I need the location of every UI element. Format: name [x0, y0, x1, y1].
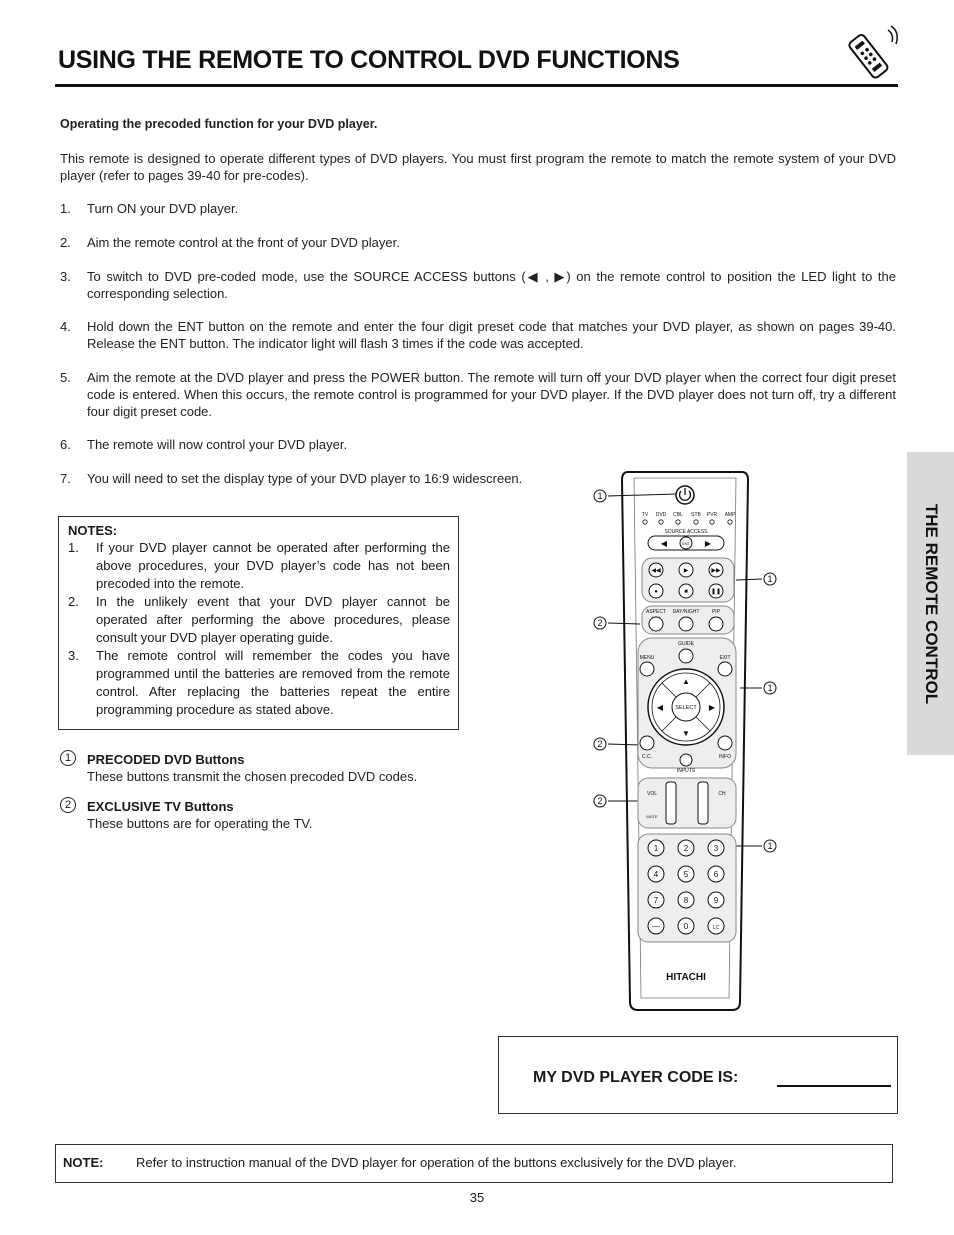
note-item — [68, 593, 450, 647]
dvd-code-box — [498, 1036, 898, 1114]
step-number: 4. — [60, 319, 71, 334]
source-label: AMP — [724, 512, 736, 518]
note-text: If your DVD player cannot be operated after performing the above procedures, your DVD player’s code has not been precoded into the remote. — [96, 540, 450, 591]
side-tab-label: THE REMOTE CONTROL — [921, 503, 941, 704]
step-item — [60, 234, 896, 251]
callout-label: 1 — [767, 574, 773, 584]
page-number: 35 — [469, 1190, 485, 1205]
digit-label: — — [652, 922, 660, 931]
svg-text:▼: ▼ — [682, 729, 690, 738]
info-label: INFO — [719, 754, 731, 760]
footer-note-box — [55, 1144, 893, 1183]
note-item — [68, 539, 450, 593]
footer-note-label: NOTE: — [63, 1155, 104, 1170]
vol-label: VOL — [646, 791, 658, 797]
svg-text:▲: ▲ — [682, 677, 690, 686]
legend-text: These buttons transmit the chosen precoded DVD codes. — [87, 769, 418, 784]
cc-label: C.C. — [642, 754, 652, 760]
legend-text: These buttons are for operating the TV. — [87, 816, 313, 831]
svg-text:▶: ▶ — [708, 703, 716, 712]
callout-label: 2 — [597, 739, 603, 749]
legend-marker: 1 — [60, 750, 76, 766]
source-label: CBL — [673, 512, 683, 518]
digit-label: 9 — [713, 896, 719, 905]
step-text: To switch to DVD pre-coded mode, use the SOURCE ACCESS buttons (◀ , ▶) on the remote control to position the LED light to the corresponding selection. — [87, 269, 896, 301]
svg-text:◀: ◀ — [656, 703, 664, 712]
intro-paragraph: This remote is designed to operate different types of DVD players. You must first program the remote to match the remote system of your DVD player (refer to pages 39-40 for pre-codes). — [60, 151, 896, 183]
svg-text:▶▶: ▶▶ — [711, 568, 721, 574]
mute-label: MUTE — [646, 814, 658, 819]
source-access-label: SOURCE ACCESS — [664, 529, 708, 535]
step-number: 1. — [60, 201, 71, 216]
select-label: SELECT — [675, 705, 697, 711]
callout-label: 1 — [767, 683, 773, 693]
svg-text:▶: ▶ — [704, 539, 712, 548]
digit-label: 7 — [653, 896, 659, 905]
inputs-label: INPUTS — [676, 768, 696, 774]
svg-text:❚❚: ❚❚ — [710, 589, 722, 595]
note-number: 1. — [68, 540, 79, 555]
side-tab — [907, 452, 954, 755]
digit-label: LC — [712, 925, 720, 931]
svg-text:◀◀: ◀◀ — [651, 568, 661, 574]
step-text: Hold down the ENT button on the remote and enter the four digit preset code that matches your DVD player, as shown on pages 39-40. Release the ENT button. The indicator light will flash 3 times if the code was accepted. — [87, 319, 896, 351]
step-item — [60, 268, 896, 302]
legend-marker: 2 — [60, 797, 76, 813]
step-text: Aim the remote at the DVD player and press the POWER button. The remote will turn off your DVD player when the correct four digit preset code is entered. When this occurs, the remote control is programmed for your DVD player. If the DVD player does not turn off, try a different four digit preset code. — [87, 370, 896, 419]
note-item — [68, 647, 450, 719]
menu-label: MENU — [639, 655, 655, 661]
step-item — [60, 436, 896, 453]
step-item — [60, 318, 896, 352]
daynight-label: DAY/NIGHT — [672, 609, 700, 615]
digit-label: 0 — [683, 922, 689, 931]
step-text: The remote will now control your DVD player. — [87, 437, 348, 452]
legend-heading: EXCLUSIVE TV Buttons — [87, 799, 234, 814]
step-number: 3. — [60, 269, 71, 284]
aspect-label: ASPECT — [645, 609, 667, 615]
intro-heading: Operating the precoded function for your DVD player. — [60, 117, 378, 131]
remote-illustration — [590, 470, 780, 1020]
ch-label: CH — [718, 791, 726, 797]
callout-label: 1 — [597, 491, 603, 501]
header-rule — [55, 84, 898, 87]
note-text: The remote control will remember the codes you have programmed until the batteries are removed from the remote control. After replacing the batteries repeat the entire programming procedure as stated above. — [96, 648, 450, 717]
page-title: USING THE REMOTE TO CONTROL DVD FUNCTIONS — [58, 46, 680, 74]
digit-label: 8 — [683, 896, 689, 905]
step-text: Aim the remote control at the front of your DVD player. — [87, 235, 400, 250]
step-number: 7. — [60, 471, 71, 486]
step-item — [60, 470, 580, 487]
notes-title: NOTES: — [68, 523, 118, 538]
source-label: PVR — [706, 512, 718, 518]
digit-label: 6 — [713, 870, 719, 879]
source-label: STB — [691, 512, 701, 518]
source-label: DVD — [655, 512, 667, 518]
callout-label: 2 — [597, 618, 603, 628]
callout-label: 2 — [597, 796, 603, 806]
svg-text:■: ■ — [684, 589, 688, 595]
remote-icon — [846, 24, 902, 87]
step-number: 6. — [60, 437, 71, 452]
callout-label: 1 — [767, 841, 773, 851]
dvd-code-label: MY DVD PLAYER CODE IS: — [533, 1069, 739, 1086]
digit-label: 5 — [683, 870, 689, 879]
svg-text:▶: ▶ — [683, 568, 689, 574]
step-text: You will need to set the display type of your DVD player to 16:9 widescreen. — [87, 471, 523, 486]
step-item — [60, 200, 896, 217]
guide-label: GUIDE — [678, 641, 694, 647]
digit-label: 1 — [653, 844, 659, 853]
notes-box — [58, 516, 459, 730]
step-text: Turn ON your DVD player. — [87, 201, 239, 216]
note-text: In the unlikely event that your DVD player cannot be operated after performing the above procedures, please consult your DVD player operating guide. — [96, 594, 450, 645]
digit-label: 3 — [713, 844, 719, 853]
note-number: 3. — [68, 648, 79, 663]
digit-label: 4 — [653, 870, 659, 879]
svg-text:●: ● — [654, 589, 658, 595]
source-label: TV — [641, 512, 649, 518]
legend-heading: PRECODED DVD Buttons — [87, 752, 245, 767]
brand-logo: HITACHI — [666, 972, 706, 983]
footer-note-text: Refer to instruction manual of the DVD player for operation of the buttons exclusively for the DVD player. — [136, 1155, 737, 1170]
note-number: 2. — [68, 594, 79, 609]
exit-label: EXIT — [719, 655, 731, 661]
pip-label: PIP — [711, 609, 721, 615]
dvd-code-blank[interactable] — [777, 1085, 891, 1087]
svg-text:◀: ◀ — [660, 539, 668, 548]
step-number: 5. — [60, 370, 71, 385]
digit-label: 2 — [683, 844, 689, 853]
ent-label: ENT — [682, 541, 690, 546]
step-item — [60, 369, 896, 420]
step-number: 2. — [60, 235, 71, 250]
